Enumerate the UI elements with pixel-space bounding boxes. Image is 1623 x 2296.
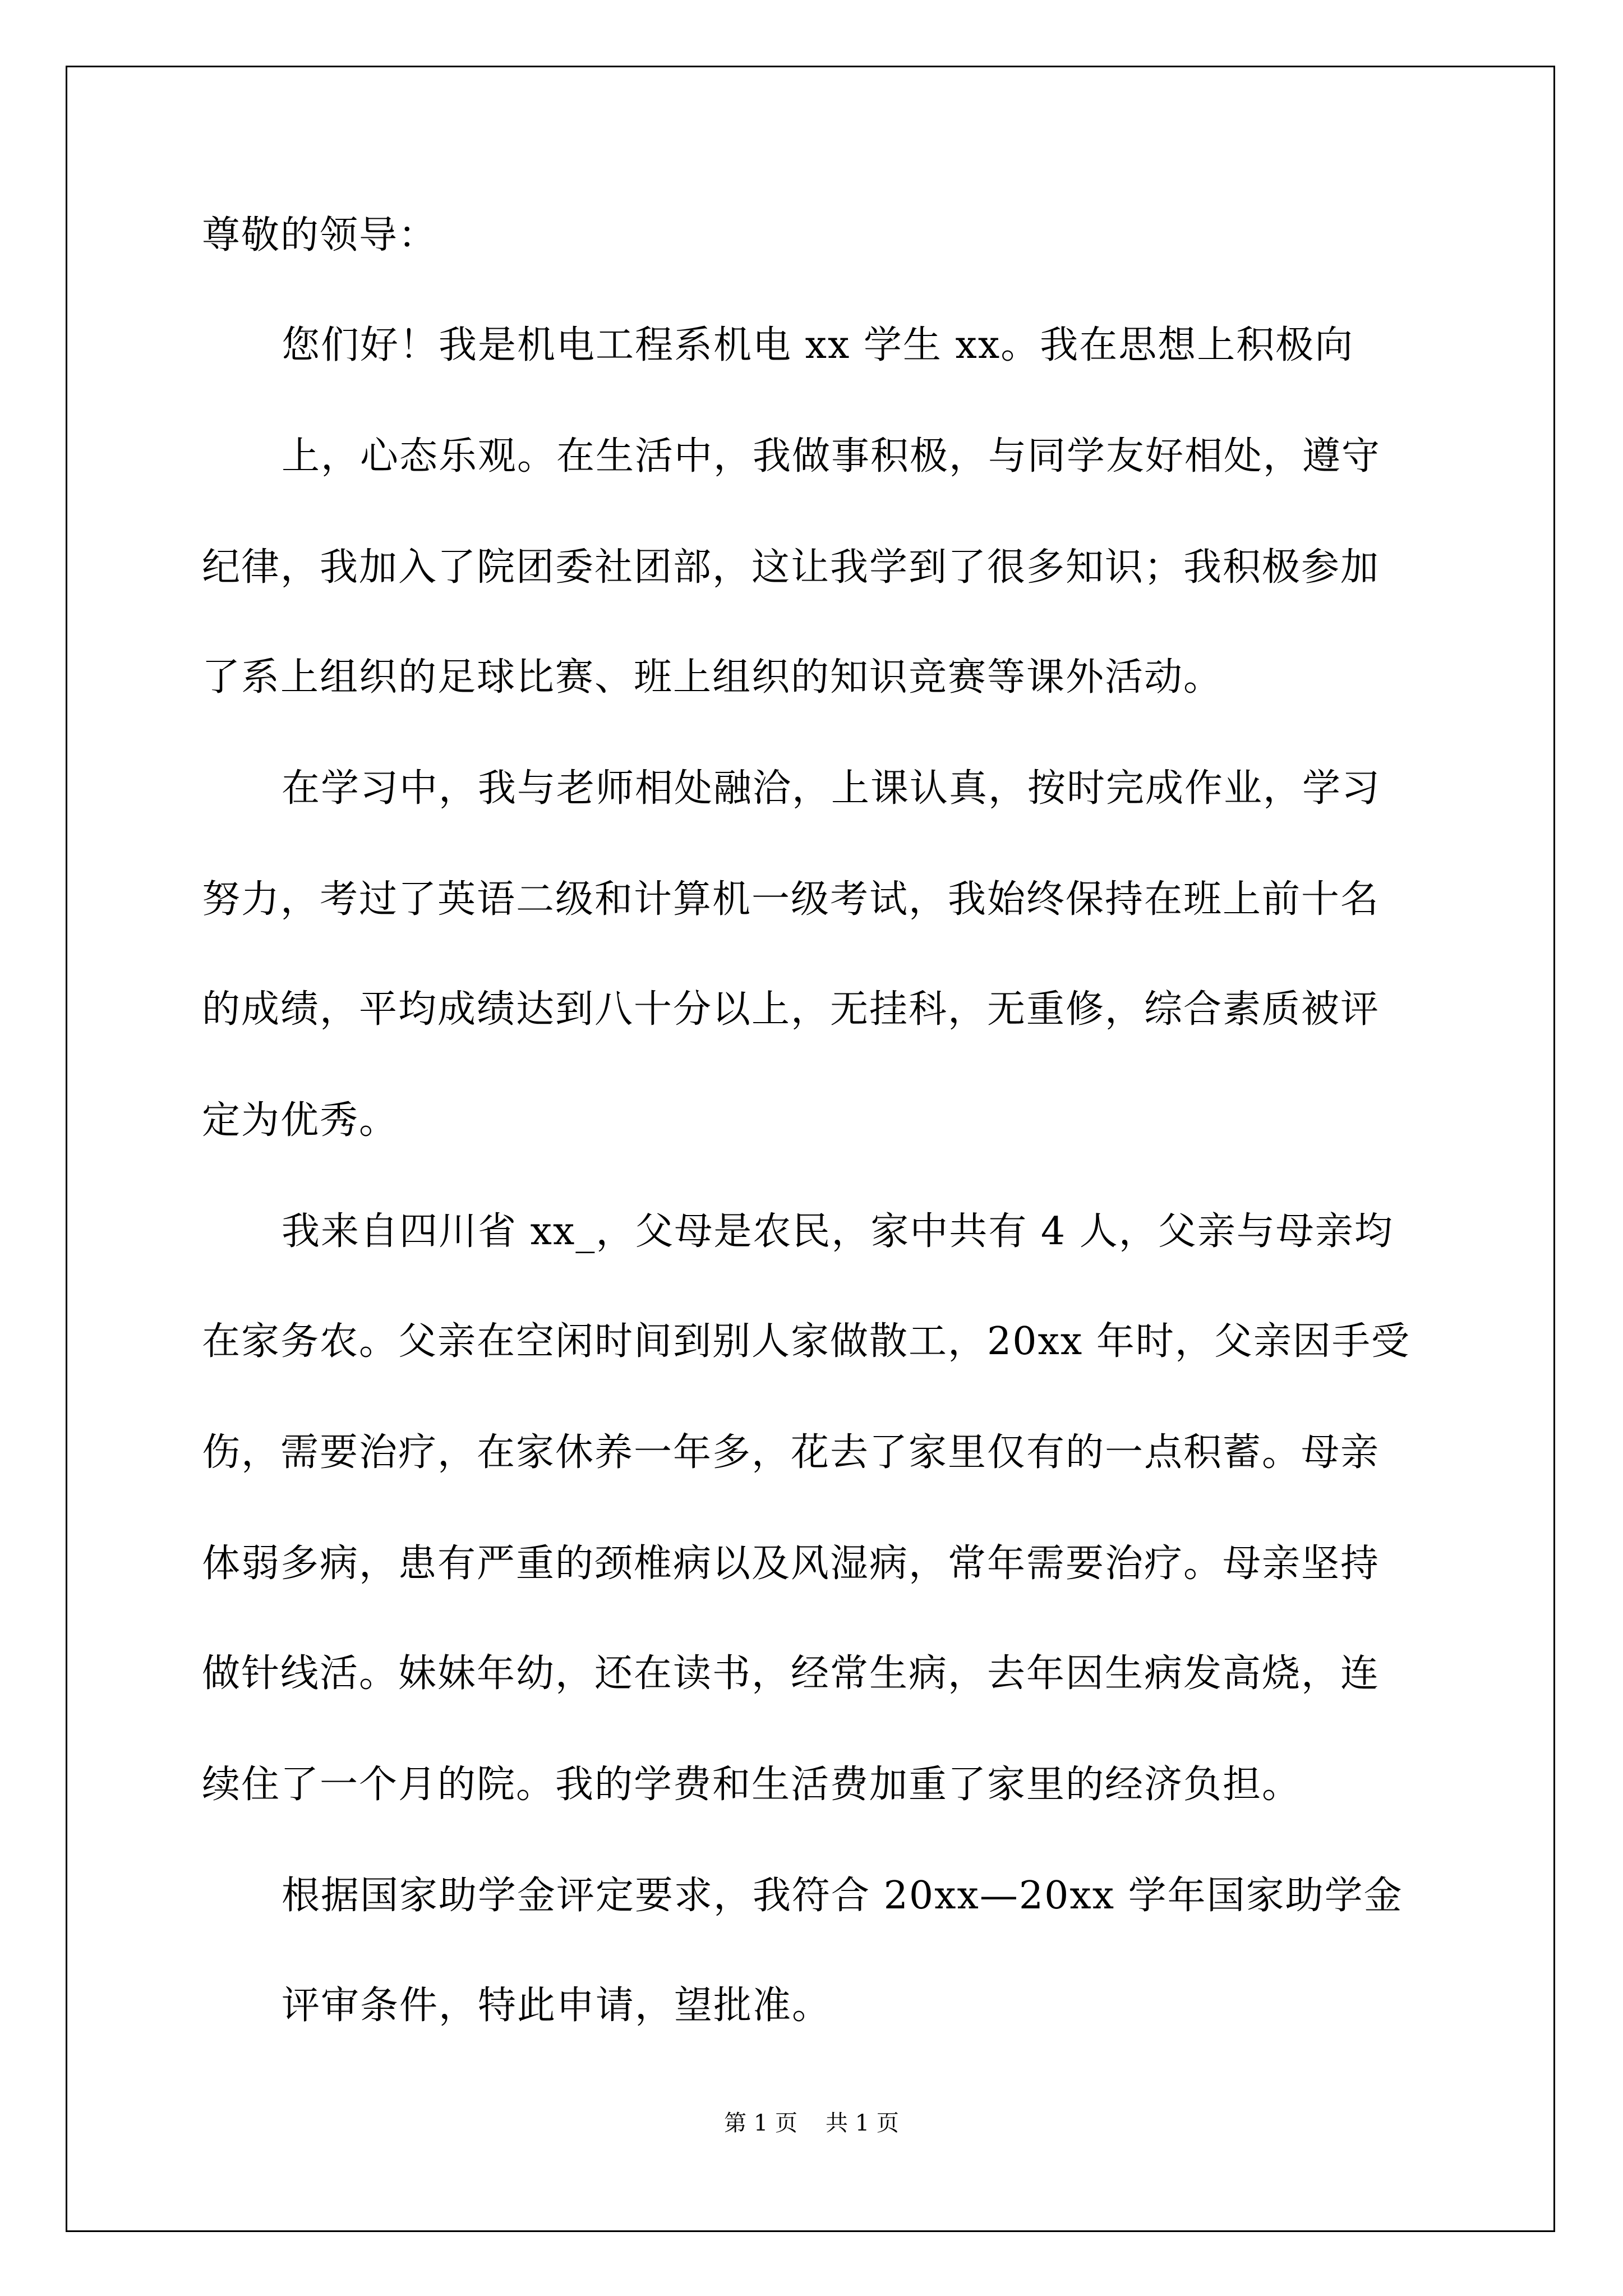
salutation: 尊敬的领导： (202, 213, 438, 257)
body-line-5: 在学习中，我与老师相处融洽，上课认真，按时完成作业，学习 (282, 766, 1381, 811)
body-line-2: 上，心态乐观。在生活中，我做事积极，与同学友好相处，遵守 (282, 434, 1381, 478)
page-footer (0, 2109, 1623, 2137)
body-line-7: 的成绩，平均成绩达到八十分以上，无挂科，无重修，综合素质被评 (202, 987, 1380, 1032)
body-line-4: 了系上组织的足球比赛、班上组织的知识竞赛等课外活动。 (202, 655, 1223, 700)
body-line-14: 续住了一个月的院。我的学费和生活费加重了家里的经济负担。 (202, 1763, 1302, 1807)
body-line-6: 努力，考过了英语二级和计算机一级考试，我始终保持在班上前十名 (202, 877, 1380, 922)
body-line-8: 定为优秀。 (202, 1098, 399, 1143)
page-number-total: 共 1 页 (826, 2110, 899, 2136)
body-line-16: 评审条件，特此申请，望批准。 (282, 1984, 832, 2028)
body-line-11: 伤，需要治疗，在家休养一年多，花去了家里仅有的一点积蓄。母亲 (202, 1430, 1380, 1475)
body-line-15: 根据国家助学金评定要求，我符合 20xx—20xx 学年国家助学金 (282, 1874, 1403, 1918)
body-line-12: 体弱多病，患有严重的颈椎病以及风湿病，常年需要治疗。母亲坚持 (202, 1542, 1380, 1586)
body-line-10: 在家务农。父亲在空闲时间到别人家做散工，20xx 年时，父亲因手受 (202, 1319, 1410, 1364)
page-number-current: 第 1 页 (724, 2110, 797, 2136)
body-line-3: 纪律，我加入了院团委社团部，这让我学到了很多知识；我积极参加 (202, 545, 1380, 590)
body-line-1: 您们好！我是机电工程系机电 xx 学生 xx。我在思想上积极向 (282, 323, 1354, 367)
body-line-13: 做针线活。妹妹年幼，还在读书，经常生病，去年因生病发高烧，连 (202, 1651, 1380, 1696)
body-line-9: 我来自四川省 xx_，父母是农民，家中共有 4 人，父亲与母亲均 (282, 1209, 1394, 1254)
